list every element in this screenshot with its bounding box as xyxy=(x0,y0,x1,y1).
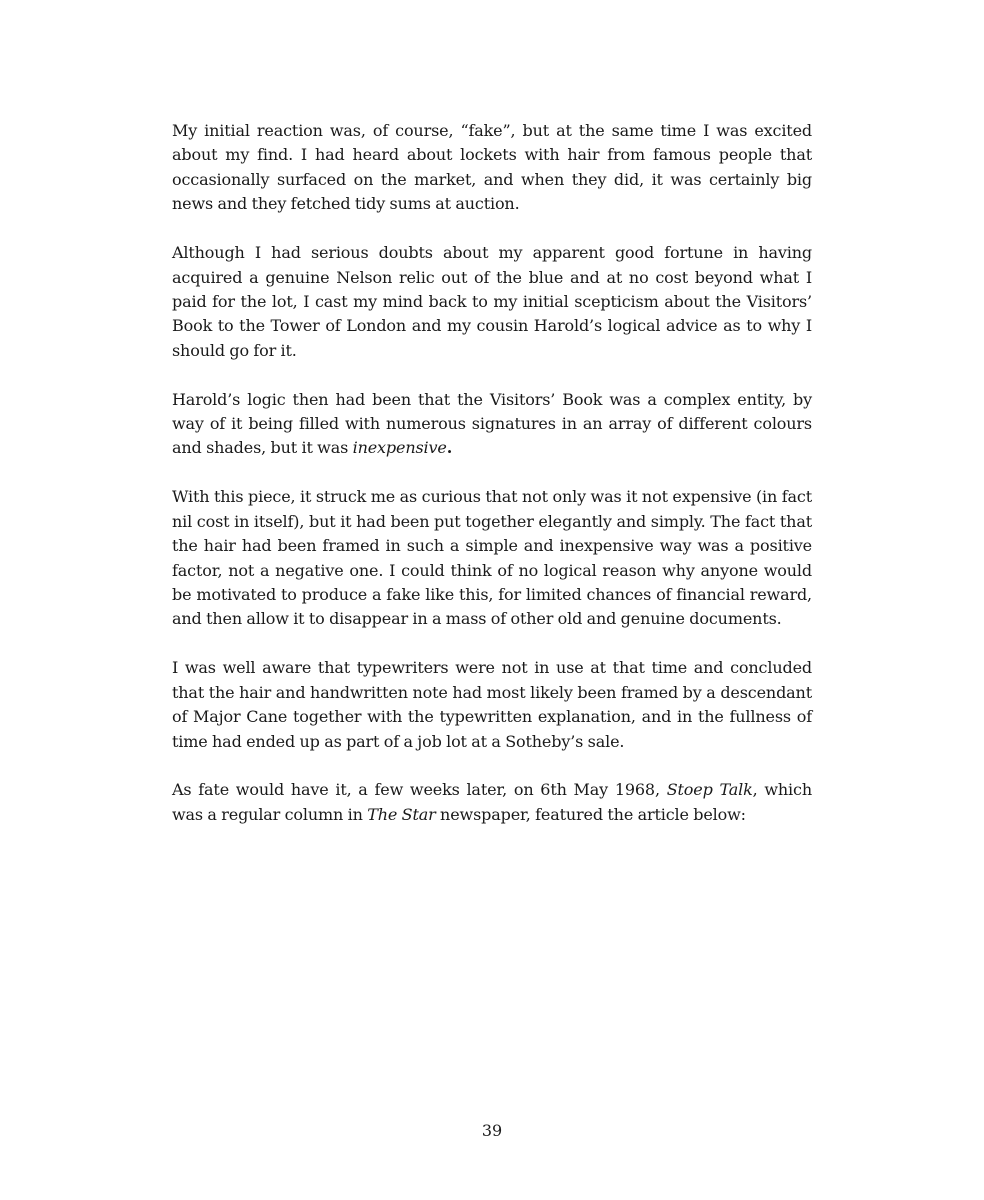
italic-text: The Star xyxy=(367,804,436,824)
text-run: , which was a regular column in xyxy=(172,780,812,824)
paragraph xyxy=(172,656,812,754)
text-run: I was well aware that typewriters were not in use at that time and concluded that the hair and handwritten note had most likely been framed by a descendant of Major Cane together with the typewritten explanation, and in the fullness of time had ended up as part of a job lot at a Sotheby’s sale. xyxy=(172,658,812,751)
text-run: Although I had serious doubts about my apparent good fortune in having acquired a genuine Nelson relic out of the blue and at no cost beyond what I paid for the lot, I cast my mind back to my initial scepticism about the Visitors’ Book to the Tower of London and my cousin Harold’s logical advice as to why I should go for it. xyxy=(172,243,812,360)
paragraph xyxy=(172,388,812,461)
text-run: Harold’s logic then had been that the Visitors’ Book was a complex entity, by way of it being filled with numerous signatures in an array of different colours and shades, but it was xyxy=(172,389,812,458)
text-run: With this piece, it struck me as curious that not only was it not expensive (in fact nil cost in itself), but it had been put together elegantly and simply. The fact that the hair had been framed in such a simple and inexpensive way was a positive factor, not a negative one. I could think of no logical reason why anyone would be motivated to produce a fake like this, for limited chances of financial reward, and then allow it to disappear in a mass of other old and genuine documents. xyxy=(172,487,812,629)
paragraph xyxy=(172,119,812,217)
text-run: As fate would have it, a few weeks later, on 6th May 1968, xyxy=(172,780,667,800)
paragraph xyxy=(172,241,812,363)
paragraph xyxy=(172,778,812,827)
italic-text: Stoep Talk xyxy=(666,780,753,800)
text-run: newspaper, featured the article below: xyxy=(435,804,746,824)
text-run: . xyxy=(446,438,453,458)
paragraph xyxy=(172,485,812,631)
italic-text: inexpensive xyxy=(352,438,447,458)
text-run: My initial reaction was, of course, “fake”, but at the same time I was excited about my find. I had heard about lockets with hair from famous people that occasionally surfaced on the market, and when they did, it was certainly big news and they fetched tidy sums at auction. xyxy=(172,121,812,214)
page-body xyxy=(172,119,812,852)
page-number: 39 xyxy=(481,1121,503,1140)
